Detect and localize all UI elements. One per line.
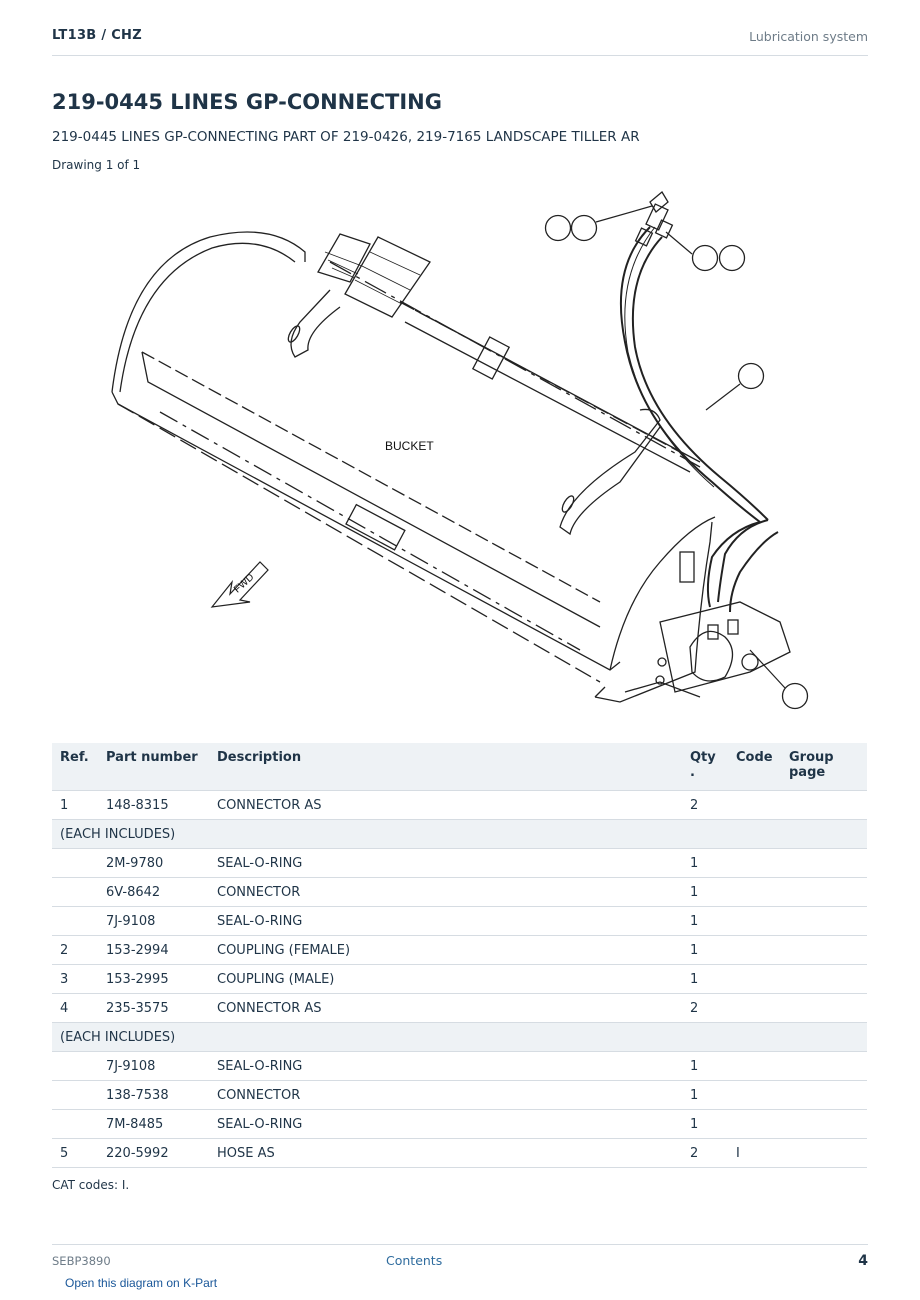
cell-code bbox=[728, 791, 781, 820]
cell-group bbox=[781, 1081, 867, 1110]
cell-code bbox=[728, 994, 781, 1023]
cell-ref bbox=[52, 907, 98, 936]
table-row bbox=[52, 791, 867, 820]
note-cell: (EACH INCLUDES) bbox=[52, 820, 867, 849]
cell-qty: 1 bbox=[682, 1081, 728, 1110]
table-row bbox=[52, 1110, 867, 1139]
cell-qty: 2 bbox=[682, 791, 728, 820]
cell-code bbox=[728, 1110, 781, 1139]
contents-link[interactable]: Contents bbox=[386, 1253, 443, 1268]
cell-group bbox=[781, 1052, 867, 1081]
cell-code bbox=[728, 907, 781, 936]
note-cell: (EACH INCLUDES) bbox=[52, 1023, 867, 1052]
col-description: Description bbox=[209, 743, 682, 791]
parts-table bbox=[52, 743, 867, 1168]
table-row bbox=[52, 878, 867, 907]
cell-code: I bbox=[728, 1139, 781, 1168]
cell-desc: CONNECTOR AS bbox=[209, 791, 682, 820]
table-row bbox=[52, 1052, 867, 1081]
drawing-count: Drawing 1 of 1 bbox=[52, 158, 141, 172]
cell-part: 6V-8642 bbox=[98, 878, 209, 907]
table-note-row bbox=[52, 1023, 867, 1052]
cell-desc: SEAL-O-RING bbox=[209, 1110, 682, 1139]
cell-desc: CONNECTOR bbox=[209, 878, 682, 907]
table-header-row bbox=[52, 743, 867, 791]
col-code: Code bbox=[728, 743, 781, 791]
parts-diagram bbox=[100, 182, 820, 722]
cell-ref bbox=[52, 849, 98, 878]
cell-ref: 2 bbox=[52, 936, 98, 965]
table-row bbox=[52, 994, 867, 1023]
cell-part: 235-3575 bbox=[98, 994, 209, 1023]
cell-desc: SEAL-O-RING bbox=[209, 849, 682, 878]
cell-ref bbox=[52, 878, 98, 907]
table-row bbox=[52, 936, 867, 965]
cell-desc: CONNECTOR AS bbox=[209, 994, 682, 1023]
cell-qty: 1 bbox=[682, 907, 728, 936]
cell-code bbox=[728, 1081, 781, 1110]
cell-part: 220-5992 bbox=[98, 1139, 209, 1168]
cell-part: 7M-8485 bbox=[98, 1110, 209, 1139]
section-name: Lubrication system bbox=[749, 29, 868, 44]
table-row bbox=[52, 849, 867, 878]
cell-group bbox=[781, 878, 867, 907]
cat-codes: CAT codes: I. bbox=[52, 1178, 130, 1192]
cell-part: 138-7538 bbox=[98, 1081, 209, 1110]
table-row bbox=[52, 1081, 867, 1110]
cell-desc: SEAL-O-RING bbox=[209, 1052, 682, 1081]
cell-qty: 1 bbox=[682, 1110, 728, 1139]
cell-code bbox=[728, 849, 781, 878]
page-number: 4 bbox=[858, 1253, 868, 1269]
col-ref: Ref. bbox=[52, 743, 98, 791]
bucket-label: BUCKET bbox=[385, 439, 434, 453]
cell-group bbox=[781, 965, 867, 994]
col-group-page: Group page bbox=[781, 743, 867, 791]
cell-code bbox=[728, 1052, 781, 1081]
col-part-number: Part number bbox=[98, 743, 209, 791]
cell-desc: SEAL-O-RING bbox=[209, 907, 682, 936]
cell-qty: 1 bbox=[682, 1052, 728, 1081]
cell-group bbox=[781, 791, 867, 820]
table-note-row bbox=[52, 820, 867, 849]
cell-qty: 1 bbox=[682, 965, 728, 994]
cell-ref: 5 bbox=[52, 1139, 98, 1168]
cell-group bbox=[781, 1139, 867, 1168]
cell-qty: 1 bbox=[682, 849, 728, 878]
page-footer bbox=[52, 1244, 868, 1275]
cell-part: 148-8315 bbox=[98, 791, 209, 820]
open-kpart-link[interactable]: Open this diagram on K-Part bbox=[65, 1276, 218, 1290]
doc-code: LT13B / CHZ bbox=[52, 28, 142, 43]
cell-qty: 1 bbox=[682, 878, 728, 907]
cell-ref: 3 bbox=[52, 965, 98, 994]
cell-code bbox=[728, 878, 781, 907]
cell-desc: COUPLING (MALE) bbox=[209, 965, 682, 994]
cell-code bbox=[728, 936, 781, 965]
fwd-label: FWD bbox=[232, 571, 257, 596]
cell-code bbox=[728, 965, 781, 994]
page-subtitle: 219-0445 LINES GP-CONNECTING PART OF 219-0426, 219-7165 LANDSCAPE TILLER AR bbox=[52, 129, 640, 145]
cell-ref bbox=[52, 1081, 98, 1110]
cell-part: 7J-9108 bbox=[98, 907, 209, 936]
cell-group bbox=[781, 1110, 867, 1139]
cell-ref bbox=[52, 1052, 98, 1081]
cell-desc: CONNECTOR bbox=[209, 1081, 682, 1110]
page-title: 219-0445 LINES GP-CONNECTING bbox=[52, 90, 442, 114]
page-header bbox=[52, 28, 868, 56]
cell-group bbox=[781, 994, 867, 1023]
doc-id: SEBP3890 bbox=[52, 1254, 111, 1268]
cell-part: 2M-9780 bbox=[98, 849, 209, 878]
table-row bbox=[52, 965, 867, 994]
col-qty: Qty . bbox=[682, 743, 728, 791]
cell-part: 7J-9108 bbox=[98, 1052, 209, 1081]
cell-ref bbox=[52, 1110, 98, 1139]
cell-desc: HOSE AS bbox=[209, 1139, 682, 1168]
cell-desc: COUPLING (FEMALE) bbox=[209, 936, 682, 965]
cell-qty: 1 bbox=[682, 936, 728, 965]
cell-ref: 1 bbox=[52, 791, 98, 820]
cell-part: 153-2995 bbox=[98, 965, 209, 994]
cell-qty: 2 bbox=[682, 994, 728, 1023]
cell-group bbox=[781, 936, 867, 965]
cell-qty: 2 bbox=[682, 1139, 728, 1168]
cell-group bbox=[781, 849, 867, 878]
cell-group bbox=[781, 907, 867, 936]
cell-part: 153-2994 bbox=[98, 936, 209, 965]
table-row bbox=[52, 1139, 867, 1168]
cell-ref: 4 bbox=[52, 994, 98, 1023]
table-row bbox=[52, 907, 867, 936]
